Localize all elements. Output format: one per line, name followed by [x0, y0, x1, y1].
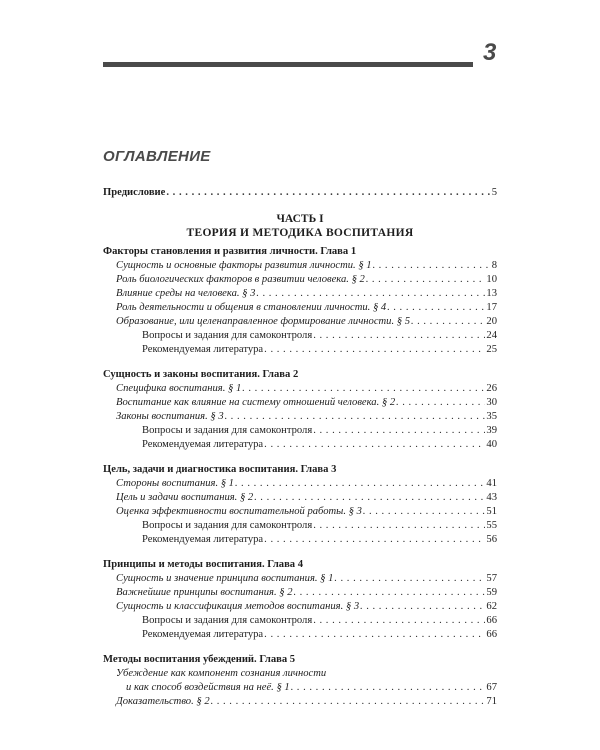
toc-entry-label: и как способ воздействия на неё. § 1 — [126, 682, 290, 693]
chapter-title[interactable]: Факторы становления и развития личности. Глава 1 — [103, 246, 357, 257]
dot-leader — [256, 287, 485, 301]
toc-literature[interactable] — [103, 628, 497, 642]
toc-section[interactable] — [103, 315, 497, 329]
dot-leader — [264, 438, 485, 452]
toc-section[interactable] — [103, 681, 497, 695]
toc-entry-label: Цель и задачи воспитания. § 2 — [116, 492, 254, 503]
dot-leader — [291, 681, 486, 695]
dot-leader — [264, 628, 485, 642]
dot-leader — [387, 301, 485, 315]
toc-section[interactable] — [103, 259, 497, 273]
toc-entry-label: Оценка эффективности воспитательной работы. § 3 — [116, 506, 362, 517]
toc-entry-label: Рекомендуемая литература — [142, 629, 264, 640]
toc-section[interactable] — [103, 600, 497, 614]
toc-entry-label: Рекомендуемая литература — [142, 534, 264, 545]
toc-page-number: 57 — [486, 573, 497, 584]
toc-section[interactable] — [103, 410, 497, 424]
toc-entry-label: Вопросы и задания для самоконтроля — [142, 520, 313, 531]
header-rule — [103, 62, 473, 67]
toc-page-number: 24 — [486, 330, 497, 341]
toc-section[interactable] — [103, 396, 497, 410]
toc-exercises[interactable] — [103, 519, 497, 533]
dot-leader — [166, 186, 490, 200]
toc-page-number: 67 — [486, 682, 497, 693]
toc-entry-label: Рекомендуемая литература — [142, 344, 264, 355]
toc-section[interactable] — [103, 586, 497, 600]
toc-entry-label: Вопросы и задания для самоконтроля — [142, 615, 313, 626]
toc-entry-label: Воспитание как влияние на систему отношений человека. § 2 — [116, 397, 396, 408]
toc-section[interactable] — [103, 695, 497, 709]
part-title: ТЕОРИЯ И МЕТОДИКА ВОСПИТАНИЯ — [186, 227, 414, 239]
toc-exercises[interactable] — [103, 614, 497, 628]
dot-leader — [313, 519, 485, 533]
toc-section[interactable] — [103, 273, 497, 287]
toc-page-number: 8 — [491, 260, 497, 271]
dot-leader — [225, 410, 486, 424]
toc-entry-label: Специфика воспитания. § 1 — [116, 383, 242, 394]
toc-section[interactable] — [103, 477, 497, 491]
toc-entry-label: Законы воспитания. § 3 — [116, 411, 224, 422]
page-number: 3 — [483, 39, 497, 66]
dot-leader — [211, 695, 486, 709]
part-label: ЧАСТЬ I — [276, 213, 324, 225]
chapter-title[interactable]: Методы воспитания убеждений. Глава 5 — [103, 654, 296, 665]
toc-section[interactable] — [103, 491, 497, 505]
toc-page-number: 43 — [486, 492, 497, 503]
toc-literature[interactable] — [103, 438, 497, 452]
toc-entry-label: Предисловие — [103, 187, 166, 198]
toc-entry-label: Доказательство. § 2 — [116, 696, 210, 707]
toc-literature[interactable] — [103, 533, 497, 547]
toc-entry-label: Роль деятельности и общения в становлении личности. § 4 — [116, 302, 387, 313]
toc-entry-label: Рекомендуемая литература — [142, 439, 264, 450]
toc-page-number: 26 — [486, 383, 497, 394]
toc-page-number: 10 — [486, 274, 497, 285]
chapter-title[interactable]: Цель, задачи и диагностика воспитания. Глава 3 — [103, 464, 337, 475]
toc-page-number: 66 — [486, 629, 497, 640]
toc-page-number: 59 — [486, 587, 497, 598]
toc-page-number: 25 — [486, 344, 497, 355]
toc-title: ОГЛАВЛЕНИЕ — [103, 148, 211, 165]
dot-leader — [360, 600, 485, 614]
dot-leader — [264, 343, 485, 357]
dot-leader — [366, 273, 486, 287]
toc-page-number: 51 — [486, 506, 497, 517]
toc-page-number: 41 — [486, 478, 497, 489]
chapter-title[interactable]: Сущность и законы воспитания. Глава 2 — [103, 369, 299, 380]
toc-literature[interactable] — [103, 343, 497, 357]
dot-leader — [235, 477, 485, 491]
toc-section[interactable] — [103, 287, 497, 301]
dot-leader — [264, 533, 485, 547]
toc-page-number: 20 — [486, 316, 497, 327]
toc-entry-label: Вопросы и задания для самоконтроля — [142, 330, 313, 341]
dot-leader — [396, 396, 485, 410]
toc-section-first-line[interactable]: Убеждение как компонент сознания личности — [116, 668, 327, 679]
toc-entry-label: Вопросы и задания для самоконтроля — [142, 425, 313, 436]
toc-entry-label: Сущность и классификация методов воспитания. § 3 — [116, 601, 360, 612]
toc-page-number: 17 — [486, 302, 497, 313]
table-of-contents — [103, 186, 497, 709]
toc-page-number: 40 — [486, 439, 497, 450]
toc-exercises[interactable] — [103, 424, 497, 438]
dot-leader — [313, 329, 485, 343]
toc-section[interactable] — [103, 572, 497, 586]
toc-section[interactable] — [103, 505, 497, 519]
toc-entry-label: Образование, или целенаправленное формирование личности. § 5 — [116, 316, 411, 327]
toc-page-number: 30 — [486, 397, 497, 408]
toc-entry-label: Важнейшие принципы воспитания. § 2 — [116, 587, 293, 598]
toc-entry-label: Сущность и основные факторы развития личности. § 1 — [116, 260, 372, 271]
toc-page-number: 35 — [486, 411, 497, 422]
toc-page-number: 5 — [491, 187, 497, 198]
toc-entry-label: Сущность и значение принципа воспитания. § 1 — [116, 573, 334, 584]
toc-page-number: 66 — [486, 615, 497, 626]
dot-leader — [313, 424, 485, 438]
dot-leader — [254, 491, 485, 505]
dot-leader — [294, 586, 486, 600]
toc-exercises[interactable] — [103, 329, 497, 343]
dot-leader — [363, 505, 486, 519]
dot-leader — [334, 572, 485, 586]
dot-leader — [242, 382, 485, 396]
chapter-title[interactable]: Принципы и методы воспитания. Глава 4 — [103, 559, 304, 570]
toc-page-number: 13 — [486, 288, 497, 299]
toc-section[interactable] — [103, 301, 497, 315]
toc-preface[interactable] — [103, 186, 497, 200]
toc-page-number: 62 — [486, 601, 497, 612]
toc-page-number: 55 — [486, 520, 497, 531]
dot-leader — [313, 614, 485, 628]
toc-page-number: 39 — [486, 425, 497, 436]
toc-page-number: 71 — [486, 696, 497, 707]
toc-page-number: 56 — [486, 534, 497, 545]
dot-leader — [411, 315, 485, 329]
toc-entry-label: Стороны воспитания. § 1 — [116, 478, 234, 489]
toc-entry-label: Влияние среды на человека. § 3 — [116, 288, 256, 299]
toc-entry-label: Роль биологических факторов в развитии человека. § 2 — [116, 274, 365, 285]
dot-leader — [373, 259, 491, 273]
toc-section[interactable] — [103, 382, 497, 396]
